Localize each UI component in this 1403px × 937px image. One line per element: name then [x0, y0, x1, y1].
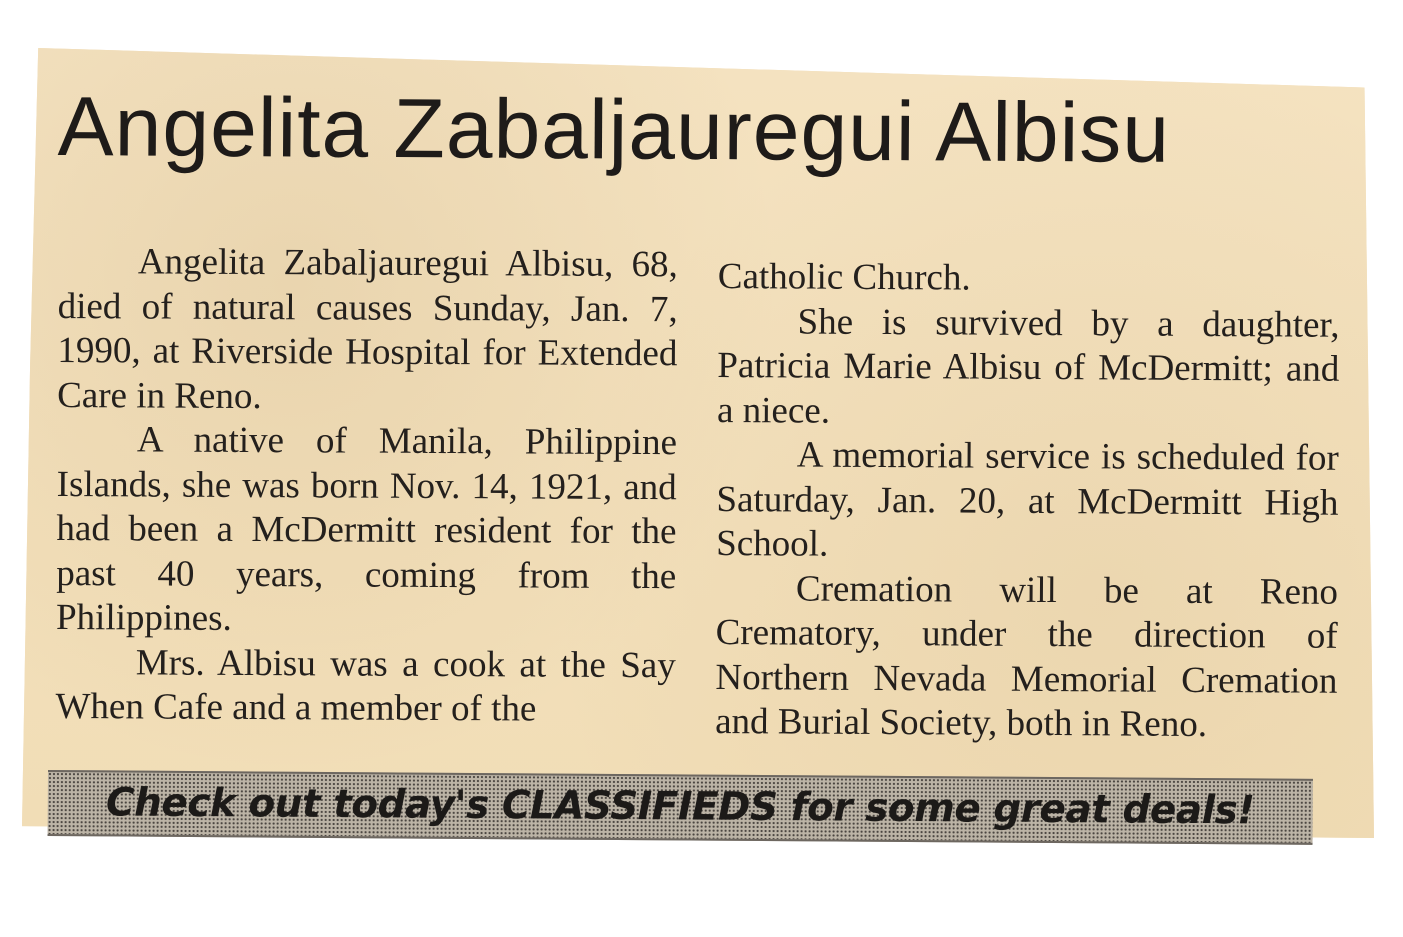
obituary-headline: Angelita Zabaljauregui Albisu	[57, 78, 1171, 180]
paragraph-memorial-service: A memorial service is scheduled for Saturday, Jan. 20, at McDermitt High School.	[716, 434, 1339, 565]
classifieds-banner-text: Check out today's CLASSIFIEDS for some great deals!	[105, 780, 1255, 834]
paragraph-death-notice: Angelita Zabaljauregui Albisu, 68, died of natural causes Sunday, Jan. 7, 1990, at Riverside Hospital for Extended Care in Reno.	[57, 241, 678, 417]
paragraph-biography: A native of Manila, Philippine Islands, she was born Nov. 14, 1921, and had been a McDermitt resident for the past 40 years, coming from the Philippines.	[55, 419, 678, 639]
paragraph-survivors: She is survived by a daughter, Patricia Marie Albisu of McDermitt; and a niece.	[716, 300, 1340, 432]
left-column	[55, 240, 678, 733]
classifieds-banner	[48, 770, 1313, 845]
right-column	[715, 255, 1340, 748]
paragraph-cremation: Cremation will be at Reno Crematory, under the direction of Northern Nevada Memorial Cremation and Burial Society, both in Reno.	[715, 567, 1339, 745]
paragraph-church-continued: Catholic Church.	[717, 255, 971, 299]
paragraph-occupation: Mrs. Albisu was a cook at the Say When Cafe and a member of the	[55, 641, 676, 730]
